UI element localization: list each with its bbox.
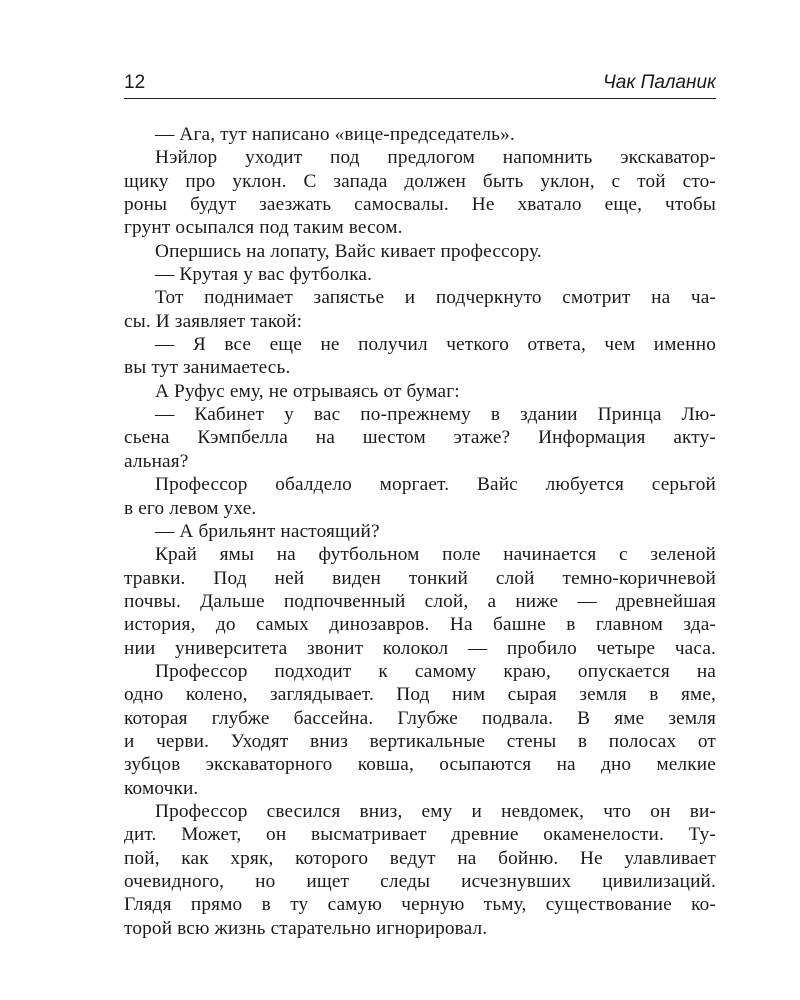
running-title: Чак Паланик xyxy=(602,72,716,93)
text-line: альная? xyxy=(124,450,189,472)
text-line: — Кабинет у вас по-прежнему в здании Принца Лю- xyxy=(155,404,716,426)
text-line: щику про уклон. С запада должен быть уклон, с той сто- xyxy=(124,170,716,192)
text-line: Глядя прямо в ту самую черную тьму, существование ко- xyxy=(124,894,716,916)
text-line: сьена Кэмпбелла на шестом этаже? Информация акту- xyxy=(124,427,716,449)
text-line: в его левом ухе. xyxy=(124,497,257,519)
text-line: грунт осыпался под таким весом. xyxy=(124,217,403,239)
text-line: вы тут занимаетесь. xyxy=(124,357,291,379)
text-line: Профессор подходит к самому краю, опускается на xyxy=(155,660,716,682)
text-line: сы. И заявляет такой: xyxy=(124,310,303,332)
text-line: — Крутая у вас футболка. xyxy=(155,264,373,286)
text-line: Профессор обалдело моргает. Вайс любуется серьгой xyxy=(155,474,716,496)
text-line: зубцов экскаваторного ковша, осыпаются на дно мелкие xyxy=(124,754,716,776)
text-line: торой всю жизнь старательно игнорировал. xyxy=(124,917,488,939)
text-line: — Ага, тут написано «вице-председатель». xyxy=(155,124,515,145)
text-line: история, до самых динозавров. На башне в главном зда- xyxy=(124,614,716,636)
text-line: комочки. xyxy=(124,777,199,799)
text-line: которая глубже бассейна. Глубже подвала. В яме земля xyxy=(124,707,716,729)
text-line: — Я все еще не получил четкого ответа, чем именно xyxy=(155,334,716,356)
text-line: нии университета звонит колокол — пробило четыре часа. xyxy=(124,637,716,659)
body-text xyxy=(124,123,716,940)
text-line: А Руфус ему, не отрываясь от бумаг: xyxy=(155,380,460,402)
page-number: 12 xyxy=(124,72,146,93)
text-line: почвы. Дальше подпочвенный слой, а ниже — древнейшая xyxy=(124,590,716,612)
text-line: и черви. Уходят вниз вертикальные стены в полосах от xyxy=(124,730,716,752)
text-line: — А брильянт настоящий? xyxy=(155,520,380,542)
text-line: травки. Под ней виден тонкий слой темно-коричневой xyxy=(124,567,716,589)
text-line: Тот поднимает запястье и подчеркнуто смотрит на ча- xyxy=(155,287,716,309)
page-header xyxy=(124,70,716,99)
text-line: очевидного, но ищет следы исчезнувших цивилизаций. xyxy=(124,871,716,892)
text-line: одно колено, заглядывает. Под ним сырая земля в яме, xyxy=(124,684,716,706)
text-line: Нэйлор уходит под предлогом напомнить экскаватор- xyxy=(155,147,716,169)
text-line: дит. Может, он высматривает древние окаменелости. Ту- xyxy=(124,824,716,846)
text-line: Опершись на лопату, Вайс кивает профессору. xyxy=(155,240,542,262)
text-line: пой, как хряк, которого ведут на бойню. Не улавливает xyxy=(124,847,716,869)
text-line: Профессор свесился вниз, ему и невдомек, что он ви- xyxy=(155,800,716,822)
text-line: роны будут заезжать самосвалы. Не хватало еще, чтобы xyxy=(124,194,716,216)
text-line: Край ямы на футбольном поле начинается с зеленой xyxy=(155,544,716,566)
